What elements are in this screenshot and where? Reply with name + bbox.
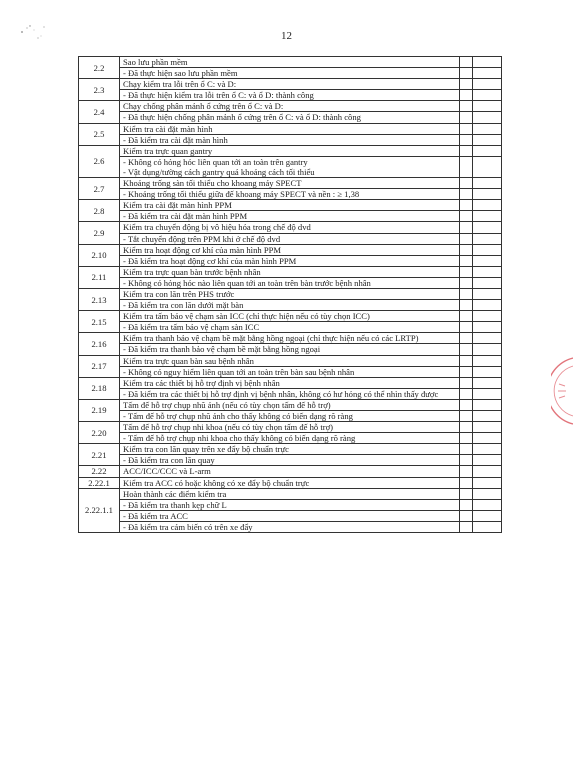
item-title-cell: Chạy chống phân mảnh ổ cứng trên ổ C: và D: <box>120 101 460 112</box>
item-title-cell: Kiểm tra hoạt động cơ khí của màn hình PPM <box>120 244 460 255</box>
check-cell <box>460 333 473 344</box>
check-cell <box>460 200 473 211</box>
item-result-cell: - Đã kiểm tra tấm bảo vệ chạm sàn ICC <box>120 322 460 333</box>
check-cell <box>473 399 502 410</box>
item-result-cell: - Tấm đế hỗ trợ chụp nhi khoa cho thấy không có biến dạng rõ ràng <box>120 433 460 444</box>
check-cell <box>473 510 502 521</box>
item-number-cell: 2.2 <box>79 57 120 79</box>
table-row <box>79 266 502 277</box>
table-row <box>79 134 502 145</box>
check-cell <box>473 233 502 244</box>
check-cell <box>460 411 473 422</box>
item-title-cell: Sao lưu phần mềm <box>120 57 460 68</box>
item-number-cell: 2.15 <box>79 311 120 333</box>
check-cell <box>473 145 502 156</box>
check-cell <box>473 134 502 145</box>
item-title-cell: Hoàn thành các điểm kiểm tra <box>120 488 460 499</box>
check-cell <box>460 68 473 79</box>
item-title-cell: Kiểm tra cài đặt màn hình PPM <box>120 200 460 211</box>
table-row <box>79 288 502 299</box>
check-cell <box>473 277 502 288</box>
table-row <box>79 101 502 112</box>
table-row <box>79 366 502 377</box>
check-cell <box>473 455 502 466</box>
item-number-cell: 2.3 <box>79 79 120 101</box>
item-number-cell: 2.9 <box>79 222 120 244</box>
item-title-cell: Kiểm tra trực quan bàn sau bệnh nhân <box>120 355 460 366</box>
item-title-cell: Kiểm tra các thiết bị hỗ trợ định vị bệnh nhân <box>120 377 460 388</box>
table-row <box>79 499 502 510</box>
check-cell <box>473 123 502 134</box>
check-cell <box>473 466 502 477</box>
table-row <box>79 200 502 211</box>
table-row <box>79 112 502 123</box>
check-cell <box>460 123 473 134</box>
check-cell <box>473 244 502 255</box>
item-result-cell: - Đã kiểm tra con lăn quay <box>120 455 460 466</box>
item-result-cell: - Đã kiểm tra cài đặt màn hình PPM <box>120 211 460 222</box>
item-title-cell: Khoảng trống sàn tối thiểu cho khoang máy SPECT <box>120 178 460 189</box>
item-result-cell: - Đã kiểm tra thanh bảo vệ chạm bề mặt bằng hồng ngoại <box>120 344 460 355</box>
table-row <box>79 311 502 322</box>
check-cell <box>460 233 473 244</box>
table-row <box>79 411 502 422</box>
item-title-cell: Kiểm tra chuyển động bị vô hiệu hóa trong chế độ dvd <box>120 222 460 233</box>
check-cell <box>473 288 502 299</box>
item-number-cell: 2.18 <box>79 377 120 399</box>
item-title-cell: Kiểm tra thanh bảo vệ chạm bề mặt bằng hồng ngoại (chỉ thực hiện nếu có các LRTP) <box>120 333 460 344</box>
table-row <box>79 68 502 79</box>
item-result-cell: - Khoảng trống tối thiểu giữa đế khoang máy SPECT và nền : ≥ 1,38 <box>120 189 460 200</box>
check-cell <box>473 211 502 222</box>
table-row <box>79 521 502 532</box>
check-cell <box>460 322 473 333</box>
check-cell <box>473 79 502 90</box>
item-result-cell: - Đã kiểm tra thanh kẹp chữ L <box>120 499 460 510</box>
item-result-cell: - Đã thực hiện sao lưu phần mềm <box>120 68 460 79</box>
item-title-cell: ACC/ICC/CCC và L-arm <box>120 466 460 477</box>
table-row <box>79 79 502 90</box>
item-result-cell: - Không có nguy hiểm liên quan tới an toàn trên bàn sau bệnh nhân <box>120 366 460 377</box>
table-row <box>79 455 502 466</box>
check-cell <box>473 333 502 344</box>
item-number-cell: 2.7 <box>79 178 120 200</box>
table-row <box>79 300 502 311</box>
item-result-cell: - Tấm đế hỗ trợ chụp nhũ ảnh cho thấy không có biến dạng rõ ràng <box>120 411 460 422</box>
check-cell <box>460 488 473 499</box>
item-number-cell: 2.4 <box>79 101 120 123</box>
table-row <box>79 433 502 444</box>
check-cell <box>460 277 473 288</box>
table-row <box>79 145 502 156</box>
table-row <box>79 333 502 344</box>
item-number-cell: 2.10 <box>79 244 120 266</box>
check-cell <box>460 521 473 532</box>
check-cell <box>473 156 502 177</box>
item-number-cell: 2.22.1.1 <box>79 488 120 532</box>
check-cell <box>460 300 473 311</box>
check-cell <box>460 79 473 90</box>
check-cell <box>460 399 473 410</box>
item-title-cell: Kiểm tra trực quan bàn trước bệnh nhân <box>120 266 460 277</box>
item-title-cell: Kiểm tra tấm bảo vệ chạm sàn ICC (chỉ thực hiện nếu có tùy chọn ICC) <box>120 311 460 322</box>
check-cell <box>473 422 502 433</box>
table-row <box>79 277 502 288</box>
item-title-cell: Kiểm tra trực quan gantry <box>120 145 460 156</box>
table-row <box>79 322 502 333</box>
table-row <box>79 222 502 233</box>
check-cell <box>460 189 473 200</box>
item-title-cell: Kiểm tra cài đặt màn hình <box>120 123 460 134</box>
item-number-cell: 2.21 <box>79 444 120 466</box>
table-row <box>79 255 502 266</box>
check-cell <box>460 266 473 277</box>
table-row <box>79 344 502 355</box>
check-cell <box>460 145 473 156</box>
check-cell <box>473 355 502 366</box>
item-result-cell: - Đã kiểm tra con lăn dưới mặt bàn <box>120 300 460 311</box>
check-cell <box>460 112 473 123</box>
table-row <box>79 178 502 189</box>
item-title-cell: Tấm đế hỗ trợ chụp nhi khoa (nếu có tùy chọn tấm đế hỗ trợ) <box>120 422 460 433</box>
item-number-cell: 2.22.1 <box>79 477 120 488</box>
check-cell <box>473 255 502 266</box>
table-row <box>79 444 502 455</box>
check-cell <box>473 90 502 101</box>
check-cell <box>473 344 502 355</box>
check-cell <box>473 499 502 510</box>
check-cell <box>460 222 473 233</box>
check-cell <box>460 422 473 433</box>
check-cell <box>460 244 473 255</box>
table-row <box>79 156 502 177</box>
check-cell <box>460 57 473 68</box>
item-result-cell: - Đã kiểm tra cảm biến có trên xe đẩy <box>120 521 460 532</box>
item-result-cell: - Đã thực hiện kiểm tra lỗi trên ổ C: và ổ D: thành công <box>120 90 460 101</box>
check-cell <box>473 112 502 123</box>
check-cell <box>473 222 502 233</box>
check-cell <box>460 311 473 322</box>
check-cell <box>473 266 502 277</box>
check-cell <box>473 477 502 488</box>
table-row <box>79 244 502 255</box>
table-row <box>79 399 502 410</box>
check-cell <box>473 444 502 455</box>
maintenance-checklist-table <box>78 56 502 533</box>
item-number-cell: 2.20 <box>79 422 120 444</box>
check-cell <box>460 90 473 101</box>
item-number-cell: 2.6 <box>79 145 120 177</box>
check-cell <box>473 178 502 189</box>
item-number-cell: 2.16 <box>79 333 120 355</box>
check-cell <box>460 344 473 355</box>
scan-noise-marks <box>18 22 58 52</box>
table-row <box>79 466 502 477</box>
check-cell <box>473 411 502 422</box>
check-cell <box>460 134 473 145</box>
check-cell <box>460 377 473 388</box>
check-cell <box>473 521 502 532</box>
item-title-cell: Chạy kiểm tra lỗi trên ổ C: và D: <box>120 79 460 90</box>
item-title-cell: Kiểm tra ACC có hoặc không có xe đẩy bộ chuẩn trực <box>120 477 460 488</box>
item-number-cell: 2.8 <box>79 200 120 222</box>
check-cell <box>473 433 502 444</box>
item-title-cell: Kiểm tra con lăn quay trên xe đẩy bộ chuẩn trực <box>120 444 460 455</box>
check-cell <box>473 300 502 311</box>
table-row <box>79 510 502 521</box>
item-result-cell: - Đã kiểm tra ACC <box>120 510 460 521</box>
check-cell <box>460 255 473 266</box>
check-cell <box>473 377 502 388</box>
check-cell <box>460 355 473 366</box>
check-cell <box>460 156 473 177</box>
item-result-cell: - Không có hỏng hóc nào liên quan tới an toàn trên bàn trước bệnh nhân <box>120 277 460 288</box>
table-row <box>79 211 502 222</box>
check-cell <box>473 488 502 499</box>
check-cell <box>473 388 502 399</box>
check-cell <box>460 211 473 222</box>
check-cell <box>473 57 502 68</box>
table-row <box>79 388 502 399</box>
page-number: 12 <box>281 30 292 42</box>
table-row <box>79 233 502 244</box>
check-cell <box>473 101 502 112</box>
check-cell <box>473 322 502 333</box>
table-row <box>79 90 502 101</box>
check-cell <box>460 433 473 444</box>
item-number-cell: 2.5 <box>79 123 120 145</box>
check-cell <box>460 455 473 466</box>
table-row <box>79 377 502 388</box>
item-result-cell: - Tắt chuyển động trên PPM khi ở chế độ dvd <box>120 233 460 244</box>
check-cell <box>460 444 473 455</box>
table-row <box>79 57 502 68</box>
table-row <box>79 477 502 488</box>
table-row <box>79 422 502 433</box>
check-cell <box>460 388 473 399</box>
item-result-cell: - Đã kiểm tra các thiết bị hỗ trợ định vị bệnh nhân, không có hư hỏng có thể nhìn thấy được <box>120 388 460 399</box>
check-cell <box>473 311 502 322</box>
red-stamp-fragment <box>551 356 573 426</box>
table-row <box>79 123 502 134</box>
item-number-cell: 2.11 <box>79 266 120 288</box>
item-number-cell: 2.22 <box>79 466 120 477</box>
item-title-cell: Kiểm tra con lăn trên PHS trước <box>120 288 460 299</box>
check-cell <box>460 288 473 299</box>
check-cell <box>473 366 502 377</box>
item-result-cell: - Đã kiểm tra hoạt động cơ khí của màn hình PPM <box>120 255 460 266</box>
table-row <box>79 189 502 200</box>
item-result-cell: - Đã thực hiện chống phân mảnh ổ cứng trên ổ C: và ổ D: thành công <box>120 112 460 123</box>
check-cell <box>460 101 473 112</box>
table-row <box>79 355 502 366</box>
item-title-cell: Tấm đế hỗ trợ chụp nhũ ảnh (nếu có tùy chọn tấm đế hỗ trợ) <box>120 399 460 410</box>
item-result-cell: - Không có hỏng hóc liên quan tới an toàn trên gantry - Vật dụng/tường cách gantry quá khoảng cách tối thiểu <box>120 156 460 177</box>
check-cell <box>460 510 473 521</box>
check-cell <box>460 477 473 488</box>
item-number-cell: 2.17 <box>79 355 120 377</box>
check-cell <box>460 499 473 510</box>
check-cell <box>473 68 502 79</box>
table-row <box>79 488 502 499</box>
check-cell <box>460 466 473 477</box>
item-number-cell: 2.13 <box>79 288 120 310</box>
check-cell <box>460 178 473 189</box>
item-number-cell: 2.19 <box>79 399 120 421</box>
check-cell <box>460 366 473 377</box>
check-cell <box>473 200 502 211</box>
item-result-cell: - Đã kiểm tra cài đặt màn hình <box>120 134 460 145</box>
check-cell <box>473 189 502 200</box>
